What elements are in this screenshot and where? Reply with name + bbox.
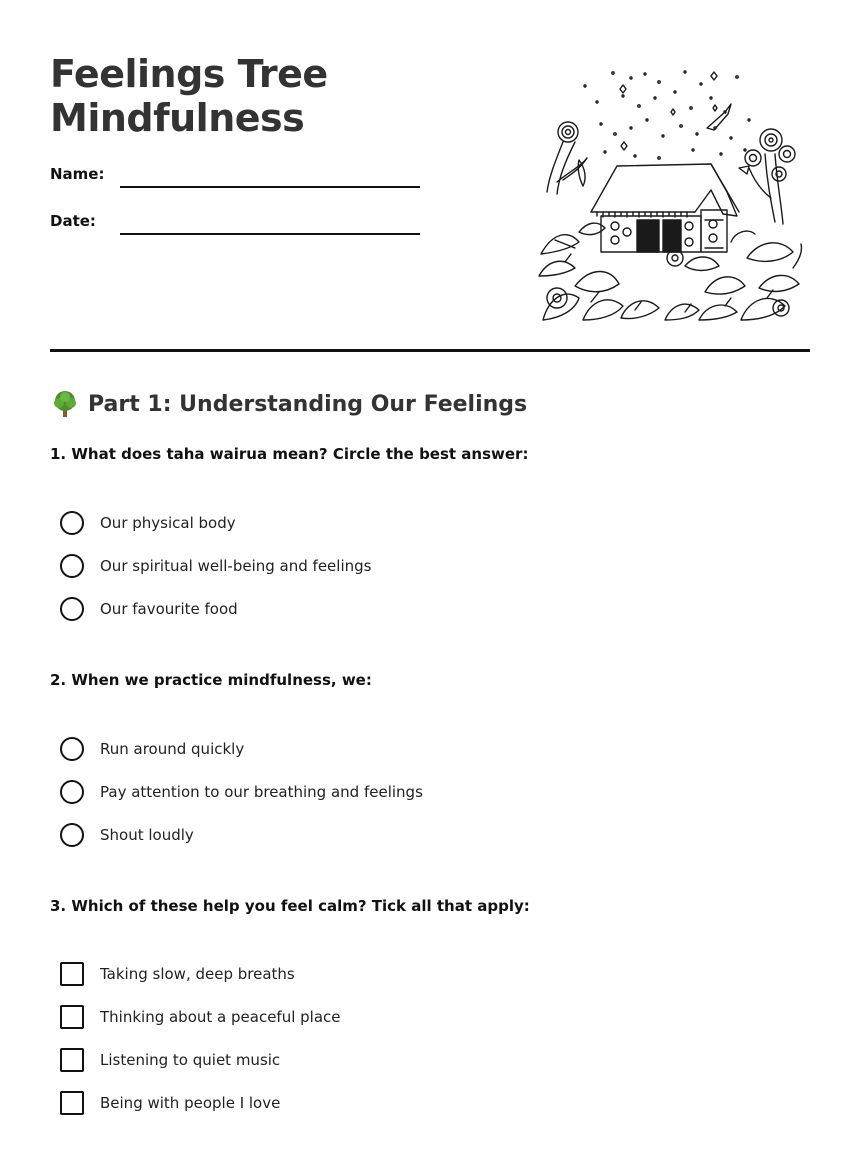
q1-option-2-label: Our spiritual well-being and feelings	[100, 557, 372, 575]
q1-option-3-radio[interactable]	[60, 597, 84, 621]
q3-option-4[interactable]	[60, 1090, 280, 1116]
part1-heading-text: Part 1: Understanding Our Feelings	[88, 391, 528, 417]
q1-option-1-label: Our physical body	[100, 514, 236, 532]
q1-option-1[interactable]	[60, 510, 236, 536]
q2-option-2-label: Pay attention to our breathing and feelings	[100, 783, 423, 801]
q1-option-1-radio[interactable]	[60, 511, 84, 535]
q3-option-4-checkbox[interactable]	[60, 1091, 84, 1115]
title-line-2: Mindfulness	[50, 96, 305, 140]
q3-option-3-checkbox[interactable]	[60, 1048, 84, 1072]
koru-tree-right	[739, 129, 795, 224]
date-label: Date:	[50, 212, 96, 230]
shooting-star-decoration	[707, 104, 731, 130]
q3-option-3-label: Listening to quiet music	[100, 1051, 281, 1069]
q2-option-3-radio[interactable]	[60, 823, 84, 847]
q3-option-2-checkbox[interactable]	[60, 1005, 84, 1029]
whare-house	[591, 164, 739, 252]
koru-plant-left	[547, 122, 587, 194]
q1-option-3-label: Our favourite food	[100, 600, 238, 618]
q3-option-1[interactable]	[60, 961, 295, 987]
name-label: Name:	[50, 165, 105, 183]
stars-decoration	[584, 71, 750, 159]
date-write-line[interactable]	[120, 233, 420, 235]
q2-option-3-label: Shout loudly	[100, 826, 194, 844]
q3-option-2-label: Thinking about a peaceful place	[100, 1008, 341, 1026]
q2-option-2-radio[interactable]	[60, 780, 84, 804]
name-write-line[interactable]	[120, 186, 420, 188]
q1-option-2[interactable]	[60, 553, 371, 579]
header-divider	[50, 349, 810, 352]
name-field	[50, 165, 430, 193]
whare-illustration	[535, 62, 805, 324]
page-title	[50, 52, 328, 140]
q3-option-1-checkbox[interactable]	[60, 962, 84, 986]
q2-option-1[interactable]	[60, 736, 244, 762]
question-2: 2. When we practice mindfulness, we:	[50, 671, 372, 689]
q2-option-2[interactable]	[60, 779, 423, 805]
q2-option-1-radio[interactable]	[60, 737, 84, 761]
q3-option-4-label: Being with people I love	[100, 1094, 281, 1112]
q3-option-2[interactable]	[60, 1004, 341, 1030]
title-line-1: Feelings Tree	[50, 52, 328, 96]
q2-option-1-label: Run around quickly	[100, 740, 245, 758]
question-1: 1. What does taha wairua mean? Circle the best answer:	[50, 445, 529, 463]
tree-icon	[50, 389, 80, 419]
q3-option-3[interactable]	[60, 1047, 280, 1073]
q3-option-1-label: Taking slow, deep breaths	[100, 965, 295, 983]
question-3: 3. Which of these help you feel calm? Tick all that apply:	[50, 897, 530, 915]
part1-heading	[50, 388, 527, 420]
q1-option-2-radio[interactable]	[60, 554, 84, 578]
q2-option-3[interactable]	[60, 822, 194, 848]
date-field	[50, 212, 430, 240]
q1-option-3[interactable]	[60, 596, 238, 622]
